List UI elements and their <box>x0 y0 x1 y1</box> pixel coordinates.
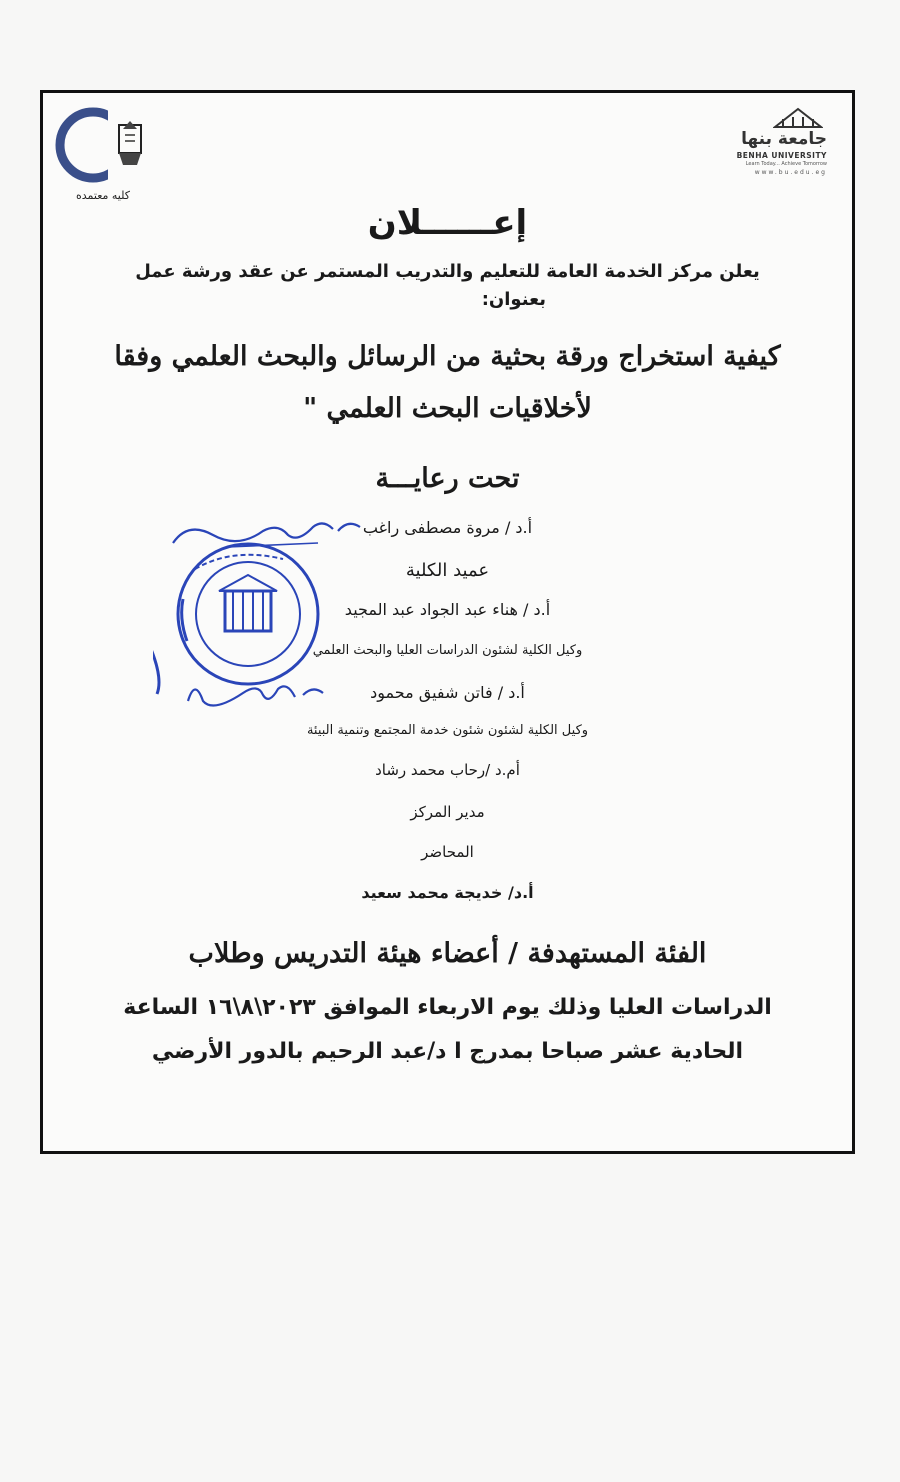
faculty-emblem-icon <box>53 105 153 185</box>
workshop-topic-line-1: كيفية استخراج ورقة بحثية من الرسائل والبحث العلمي وفقا <box>114 341 781 372</box>
under-patronage-heading: تحت رعايـــة <box>375 463 520 494</box>
intro-line-2: بعنوان: <box>481 289 546 310</box>
patron-name: أم.د /رحاب محمد رشاد <box>375 761 520 779</box>
workshop-topic-line-2: لأخلاقيات البحث العلمي " <box>303 393 592 424</box>
faculty-logo-caption: كليه معتمده <box>75 189 130 202</box>
patron-name: أ.د / مروة مصطفى راغب <box>362 518 533 537</box>
schedule-line-1: الدراسات العليا وذلك يوم الاربعاء الموافق ٢٠٢٣\٨\١٦ الساعة <box>123 995 772 1020</box>
university-logo <box>697 107 827 177</box>
patron-name: أ.د / هناء عبد الجواد عبد المجيد <box>344 600 551 619</box>
signature-dean-icon <box>168 513 368 555</box>
schedule-line-2: الحادية عشر صباحا بمدرج ا د/عبد الرحيم بالدور الأرضي <box>151 1039 744 1064</box>
target-audience: الفئة المستهدفة / أعضاء هيئة التدريس وطلاب <box>188 938 707 969</box>
patron-title: مدير المركز <box>410 803 485 821</box>
patron-title: وكيل الكلية لشئون شئون خدمة المجتمع وتنمية البيئة <box>306 723 589 738</box>
faculty-logo <box>53 105 163 205</box>
announcement-page <box>40 90 855 1154</box>
announcement-title: إعــــــلان <box>367 203 528 243</box>
intro-line-1: يعلن مركز الخدمة العامة للتعليم والتدريب المستمر عن عقد ورشة عمل <box>135 261 760 282</box>
patron-title: وكيل الكلية لشئون الدراسات العليا والبحث العلمي <box>312 643 583 658</box>
signature-vice-dean-icon <box>183 673 333 713</box>
university-emblem-icon <box>773 107 823 129</box>
patron-name: أ.د / فاتن شفيق محمود <box>370 683 525 702</box>
lecturer-label: المحاضر <box>421 843 474 861</box>
university-tagline: Learn Today... Achieve Tomorrow <box>745 161 827 167</box>
lecturer-name: أ.د/ خديجة محمد سعيد <box>361 883 534 902</box>
patron-title: عميد الكلية <box>405 560 490 581</box>
university-name-en: BENHA UNIVERSITY <box>736 151 827 160</box>
university-name-ar: جامعة بنها <box>741 129 827 149</box>
university-website: www.bu.edu.eg <box>754 169 827 176</box>
